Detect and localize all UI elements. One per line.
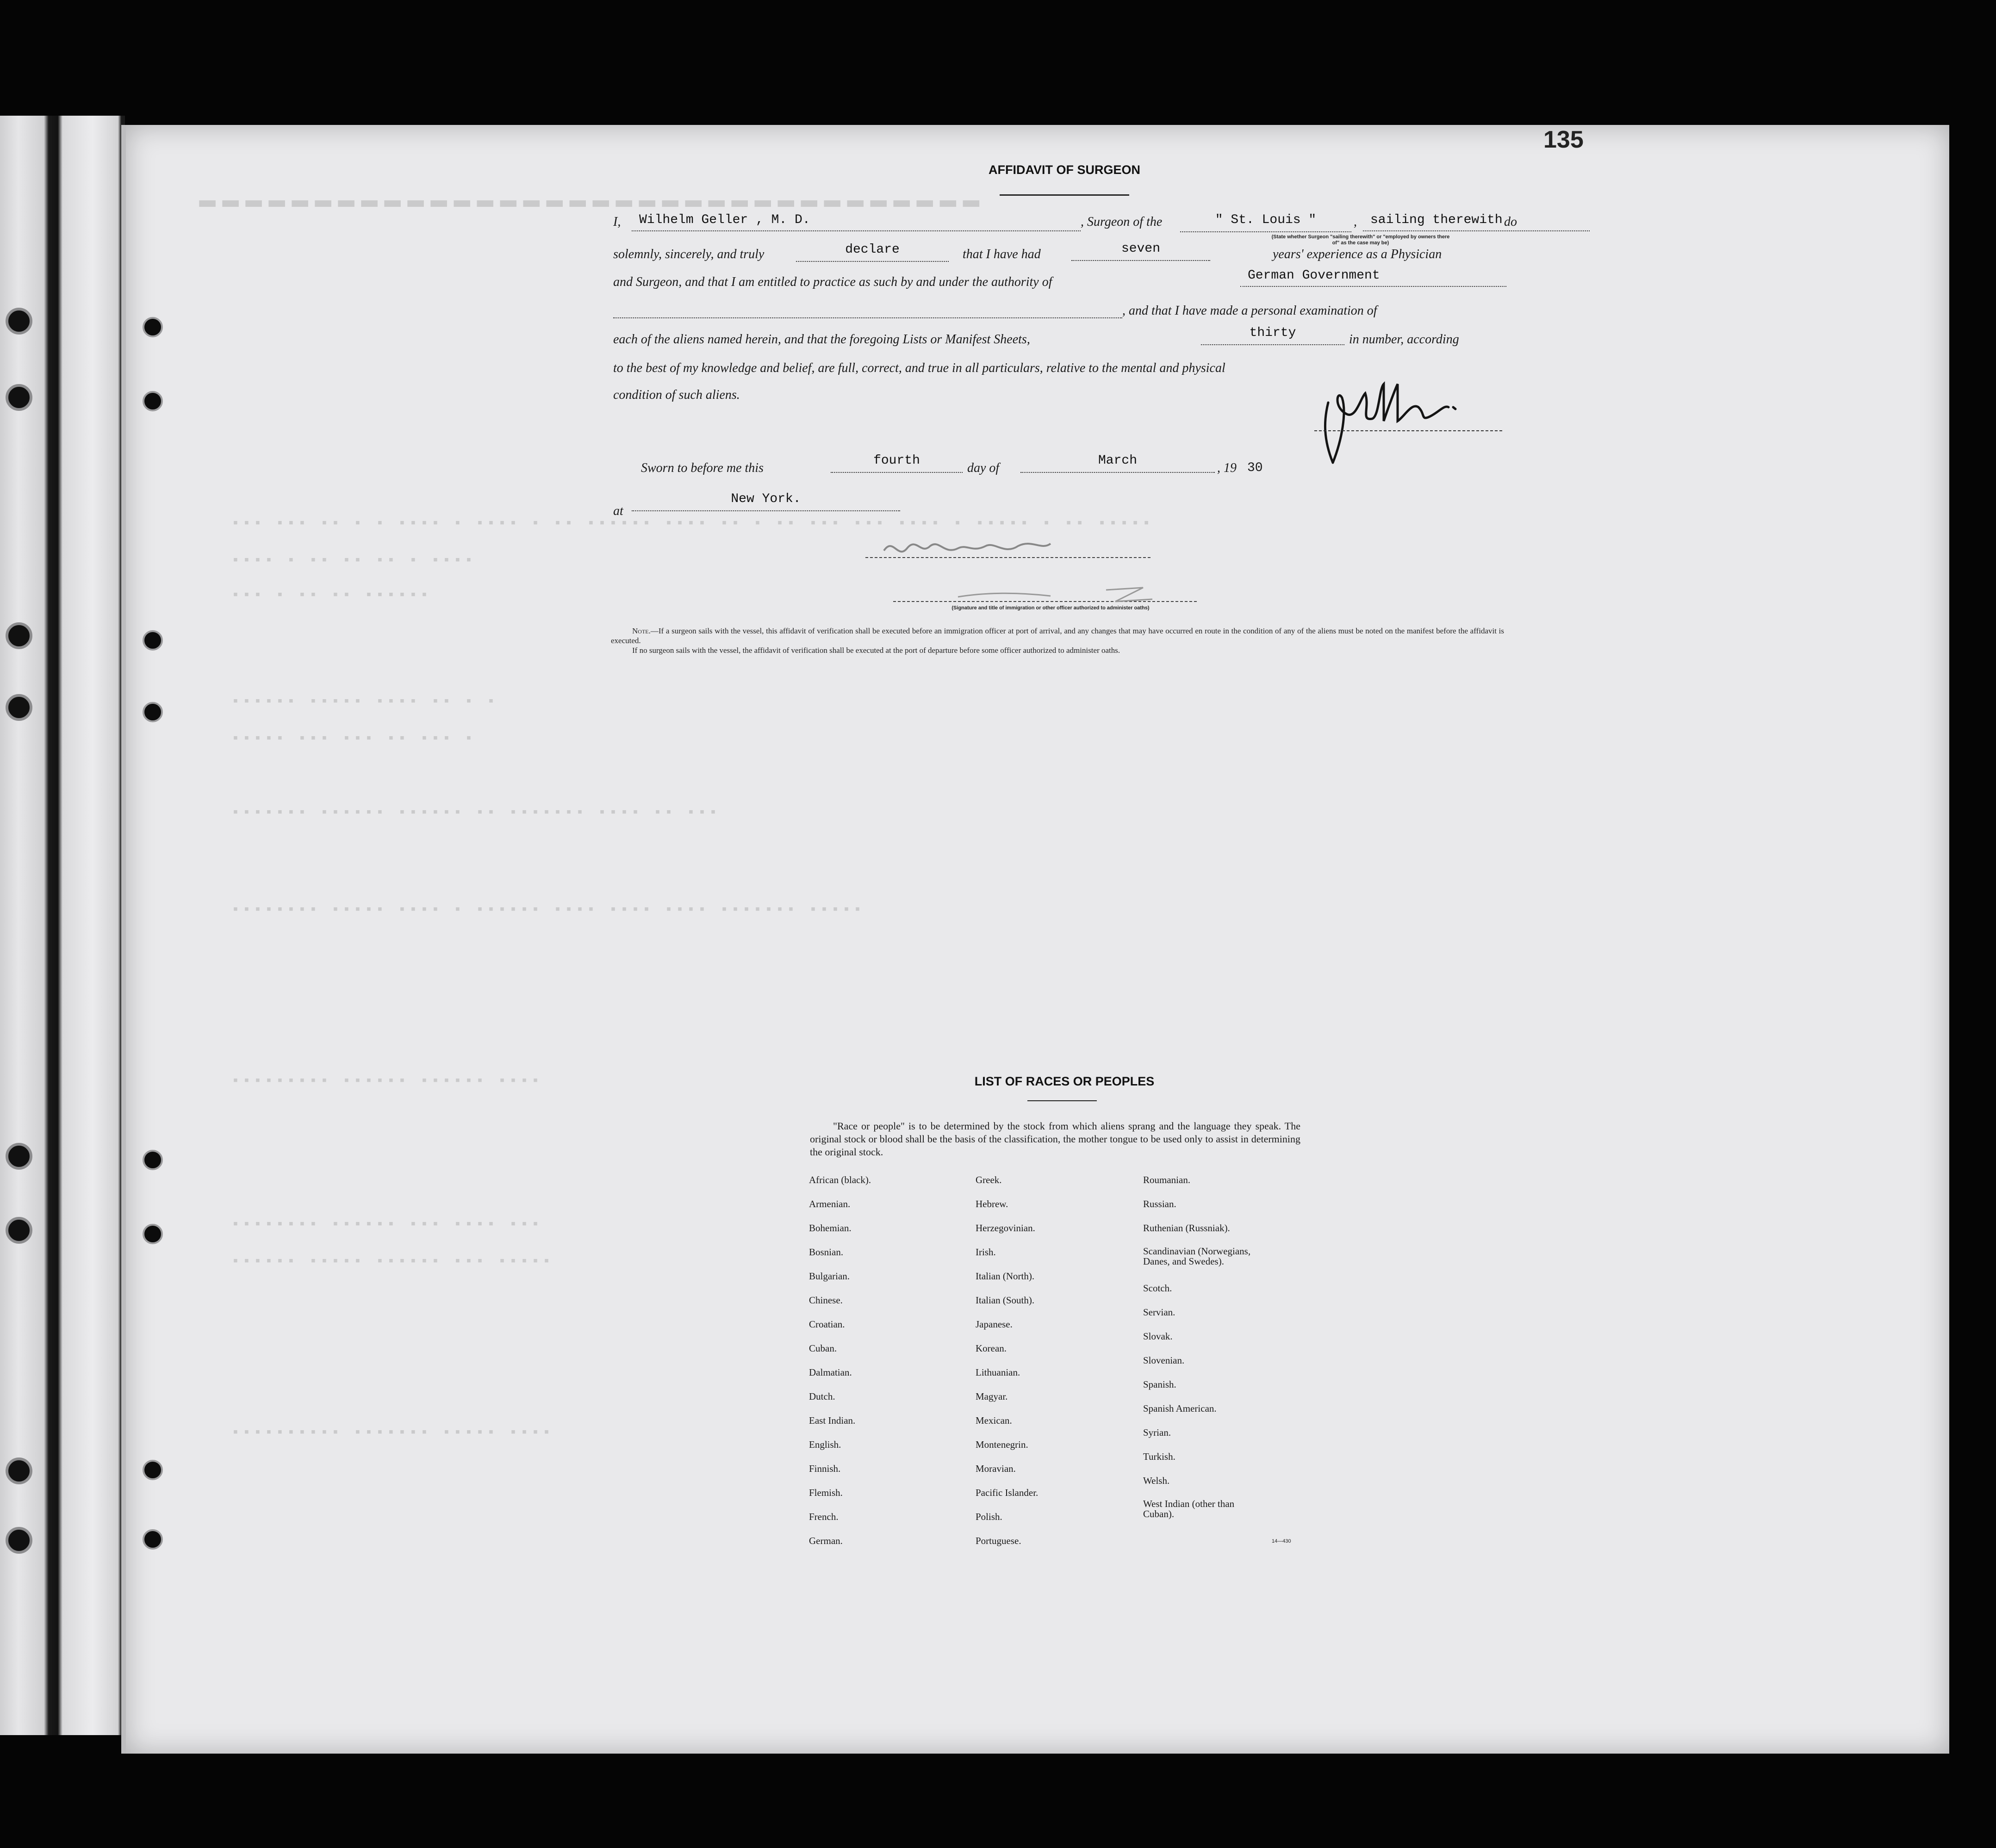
race-item: Montenegrin. <box>976 1439 1028 1450</box>
race-item: French. <box>809 1511 839 1522</box>
bleed-through-text: ▪▪▪▪▪▪▪▪ ▪▪▪▪▪ ▪▪▪▪ ▪ ▪▪▪▪▪▪ ▪▪▪▪ ▪▪▪▪ ▪▪▪▪ ▪▪▪▪▪▪▪ ▪▪▪▪▪ <box>231 902 865 918</box>
race-item: Flemish. <box>809 1487 843 1498</box>
bleed-through-text: ▬▬▬▬▬▬▬▬▬▬▬▬▬▬▬▬▬▬▬▬▬▬▬▬▬▬▬▬▬▬▬▬▬▬ <box>199 185 986 217</box>
binder-hole <box>6 694 32 721</box>
race-item: Welsh. <box>1143 1475 1170 1486</box>
binder-hole <box>6 1527 32 1554</box>
affidavit-line-4 <box>613 301 1506 323</box>
affidavit-text: to the best of my knowledge and belief, are full, correct, and true in all particulars, relative to the mental and physical <box>613 361 1225 375</box>
binder-hole <box>6 308 32 335</box>
punch-hole <box>143 317 163 337</box>
races-title-rule <box>1027 1100 1097 1101</box>
capacity-note: (State whether Surgeon "sailing therewith" or "employed by owners there of" as the case may be) <box>1271 234 1450 246</box>
races-column-3 <box>1143 1174 1250 1523</box>
punch-hole <box>143 630 163 651</box>
affidavit-text: condition of such aliens. <box>613 388 740 402</box>
race-item: Syrian. <box>1143 1427 1171 1438</box>
affidavit-prefix: I, <box>613 215 621 229</box>
bleed-through-text: ▪▪▪▪▪▪ ▪▪▪▪▪ ▪▪▪▪▪▪ ▪▪▪ ▪▪▪▪▪ <box>231 1254 554 1270</box>
place-field: New York. <box>632 492 900 511</box>
races-column-2 <box>976 1174 1038 1559</box>
bleed-through-text: ▪▪▪ ▪ ▪▪ ▪▪ ▪▪▪▪▪▪ <box>231 588 432 603</box>
race-item: Bosnian. <box>809 1246 844 1258</box>
at-label: at <box>613 504 623 518</box>
race-item: Russian. <box>1143 1198 1176 1209</box>
manifest-sheets-prefix: each of the aliens named herein, and that the foregoing Lists or Manifest Sheets, <box>613 332 1030 347</box>
binder-strip <box>0 116 125 1735</box>
declare-prefix: solemnly, sincerely, and truly <box>613 247 765 261</box>
race-item: Cuban. <box>809 1343 837 1354</box>
experience-suffix: years' experience as a Physician <box>1273 247 1442 261</box>
vessel-name-field: " St. Louis " <box>1180 213 1351 232</box>
declaration-field: declare <box>796 242 949 262</box>
affidavit-note <box>611 626 1504 655</box>
race-item: Roumanian. <box>1143 1174 1191 1185</box>
punch-hole <box>143 702 163 722</box>
race-item: Dalmatian. <box>809 1367 852 1378</box>
do-label: do <box>1504 215 1517 229</box>
race-item: Servian. <box>1143 1307 1175 1318</box>
capacity-field: sailing therewith <box>1363 213 1590 231</box>
race-item: Lithuanian. <box>976 1367 1020 1378</box>
sworn-prefix: Sworn to before me this <box>641 461 764 475</box>
binder-hole <box>6 384 32 411</box>
races-column-1 <box>809 1174 871 1559</box>
race-item: Ruthenian (Russniak). <box>1143 1222 1230 1234</box>
race-item: East Indian. <box>809 1415 856 1426</box>
race-item: Scotch. <box>1143 1283 1172 1294</box>
authority-continued-field <box>613 299 1122 318</box>
surgeon-signature-line <box>1314 430 1504 431</box>
race-item: Chinese. <box>809 1295 843 1306</box>
race-item: Slovak. <box>1143 1331 1173 1342</box>
bleed-through-text: ▪▪▪ ▪▪▪ ▪▪ ▪ ▪ ▪▪▪▪ ▪ ▪▪▪▪ ▪ ▪▪ ▪▪▪▪▪▪ ▪▪▪▪ ▪▪ ▪ ▪▪ ▪▪▪ ▪▪▪ ▪▪▪▪ ▪ ▪▪▪▪▪ ▪ ▪▪ ▪▪▪▪▪ <box>231 516 1154 532</box>
note-text: —If a surgeon sails with the vessel, this affidavit of verification shall be executed before an immigration officer at port of arrival, and any changes that may have occurred en route in the condition of any of the aliens must be noted on the manifest before the affidavit is executed. <box>611 626 1504 645</box>
race-item: Dutch. <box>809 1391 835 1402</box>
title-rule <box>1000 194 1129 196</box>
surgeon-of-label: , Surgeon of the <box>1081 215 1163 229</box>
note-text-2: If no surgeon sails with the vessel, the affidavit of verification shall be executed at the port of departure before some officer authorized to administer oaths. <box>632 646 1120 655</box>
bleed-through-text: ▪▪▪▪▪▪ ▪▪▪▪▪ ▪▪▪▪ ▪▪ ▪ ▪ <box>231 694 498 710</box>
races-title: LIST OF RACES OR PEOPLES <box>974 1074 1155 1088</box>
punch-hole <box>143 1529 163 1550</box>
affidavit-title: AFFIDAVIT OF SURGEON <box>989 163 1140 177</box>
authority-prefix: and Surgeon, and that I am entitled to practice as such by and under the authority of <box>613 275 1052 289</box>
punch-hole <box>143 391 163 411</box>
bleed-through-text: ▪▪▪▪▪▪▪▪▪ ▪▪▪▪▪▪ ▪▪▪▪▪▪ ▪▪▪▪ <box>231 1073 543 1089</box>
race-item: Japanese. <box>976 1319 1013 1330</box>
race-item: Italian (North). <box>976 1271 1035 1282</box>
race-item: Portuguese. <box>976 1535 1021 1546</box>
race-item: Polish. <box>976 1511 1002 1522</box>
day-of-label: day of <box>967 461 1000 475</box>
race-item: Spanish. <box>1143 1379 1176 1390</box>
punch-hole <box>143 1150 163 1170</box>
race-item: Magyar. <box>976 1391 1008 1402</box>
bleed-through-text: ▪▪▪▪▪ ▪▪▪ ▪▪▪ ▪▪ ▪▪▪ ▪ <box>231 731 476 747</box>
year-suffix: 30 <box>1247 461 1263 475</box>
experience-label: that I have had <box>963 247 1041 261</box>
affidavit-line-2 <box>613 244 1506 267</box>
binder-hole <box>6 1143 32 1170</box>
surgeon-name-field: Wilhelm Geller , M. D. <box>632 213 1081 231</box>
punch-hole <box>143 1224 163 1244</box>
race-item: West Indian (other than Cuban). <box>1143 1498 1235 1519</box>
race-item: African (black). <box>809 1174 871 1185</box>
authority-field: German Government <box>1240 268 1506 287</box>
bleed-through-text: ▪▪▪▪ ▪ ▪▪ ▪▪ ▪▪ ▪ ▪▪▪▪ <box>231 553 476 569</box>
race-item: Turkish. <box>1143 1451 1175 1462</box>
officer-caption: (Signature and title of immigration or other officer authorized to administer oaths) <box>951 605 1150 611</box>
race-item: Spanish American. <box>1143 1403 1217 1414</box>
form-number: 14—430 <box>1272 1538 1291 1544</box>
comma: , <box>1354 215 1357 229</box>
place-line <box>613 492 1506 523</box>
affidavit-line-3 <box>613 268 1506 294</box>
race-item: Hebrew. <box>976 1198 1008 1209</box>
race-item: Slovenian. <box>1143 1355 1185 1366</box>
page-number: 135 <box>1543 126 1584 153</box>
race-item: Mexican. <box>976 1415 1012 1426</box>
race-item: Greek. <box>976 1174 1002 1185</box>
affidavit-line-1 <box>613 212 1517 234</box>
race-item: Moravian. <box>976 1463 1016 1474</box>
binder-hole <box>6 1217 32 1244</box>
race-item: Armenian. <box>809 1198 851 1209</box>
race-item: Croatian. <box>809 1319 845 1330</box>
races-intro: "Race or people" is to be determined by the stock from which aliens sprang and the language they speak. The original stock or blood shall be the basis of the classification, the mother tongue to be used only to assist in determining the original stock. <box>810 1120 1300 1158</box>
bleed-through-text: ▪▪▪▪▪▪▪▪ ▪▪▪▪▪▪ ▪▪▪ ▪▪▪▪ ▪▪▪ <box>231 1217 543 1233</box>
sworn-day-field: fourth <box>831 453 963 473</box>
race-item: German. <box>809 1535 843 1546</box>
years-field: seven <box>1071 242 1210 261</box>
bleed-through-text: ▪▪▪▪▪▪▪ ▪▪▪▪▪▪ ▪▪▪▪▪▪ ▪▪ ▪▪▪▪▪▪▪ ▪▪▪▪ ▪▪ ▪▪▪ <box>231 805 721 821</box>
bleed-through-text: ▪▪▪▪▪▪▪▪▪▪ ▪▪▪▪▪▪▪ ▪▪▪▪▪ ▪▪▪▪ <box>231 1425 554 1441</box>
race-item: Herzegovinian. <box>976 1222 1035 1234</box>
sworn-month-field: March <box>1020 453 1215 473</box>
affidavit-line-5 <box>613 326 1506 352</box>
race-item: Pacific Islander. <box>976 1487 1038 1498</box>
race-item: Bulgarian. <box>809 1271 850 1282</box>
sworn-line <box>641 453 1534 480</box>
race-item: English. <box>809 1439 841 1450</box>
note-lead: Note. <box>632 626 651 635</box>
race-item: Scandinavian (Norwegians, Danes, and Swedes). <box>1143 1246 1251 1267</box>
in-number-label: in number, according <box>1349 332 1459 347</box>
race-item: Irish. <box>976 1246 996 1258</box>
race-item: Italian (South). <box>976 1295 1035 1306</box>
examination-label: , and that I have made a personal examination of <box>1122 304 1377 318</box>
binder-hole <box>6 622 32 649</box>
race-item: Bohemian. <box>809 1222 852 1234</box>
binder-hole <box>6 1457 32 1484</box>
punch-hole <box>143 1460 163 1480</box>
sheets-count-field: thirty <box>1201 326 1344 345</box>
race-item: Korean. <box>976 1343 1007 1354</box>
year-prefix: , 19 <box>1217 461 1237 475</box>
race-item: Finnish. <box>809 1463 841 1474</box>
